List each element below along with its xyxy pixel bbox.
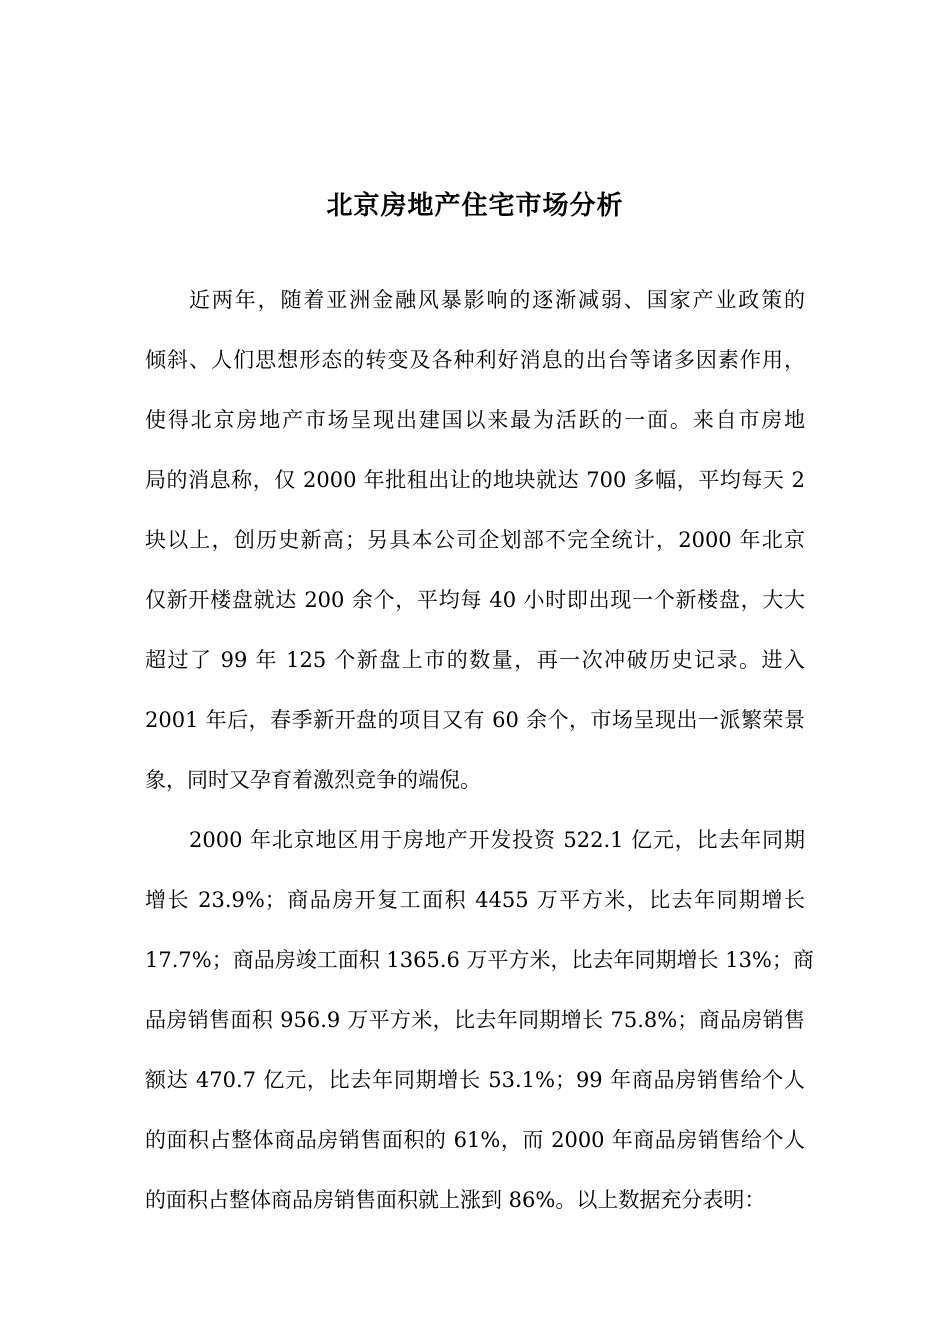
paragraph-1-line-8: 2001 年后，春季新开盘的项目又有 60 余个，市场呈现出一派繁荣景 [145,708,805,732]
paragraph-1-line-3: 使得北京房地产市场呈现出建国以来最为活跃的一面。来自市房地 [145,408,805,432]
paragraph-1-line-2: 倾斜、人们思想形态的转变及各种利好消息的出台等诸多因素作用， [145,348,805,372]
paragraph-2-line-1: 2000 年北京地区用于房地产开发投资 522.1 亿元，比去年同期 [189,828,805,852]
paragraph-1-line-1: 近两年，随着亚洲金融风暴影响的逐渐减弱、国家产业政策的 [189,288,805,312]
paragraph-2-line-2: 增长 23.9%；商品房开复工面积 4455 万平方米，比去年同期增长 [145,888,805,912]
document-body [145,280,814,1240]
document-title: 北京房地产住宅市场分析 [326,191,624,221]
paragraph-1-line-6: 仅新开楼盘就达 200 余个，平均每 40 小时即出现一个新楼盘，大大 [145,588,805,612]
paragraph-2-line-6: 的面积占整体商品房销售面积的 61%，而 2000 年商品房销售给个人 [145,1128,805,1152]
paragraph-1-line-5: 块以上，创历史新高；另具本公司企划部不完全统计，2000 年北京 [145,528,805,552]
paragraph-2-line-7: 的面积占整体商品房销售面积就上涨到 86%。以上数据充分表明： [145,1188,766,1212]
paragraph-2-line-5: 额达 470.7 亿元，比去年同期增长 53.1%；99 年商品房销售给个人 [145,1068,805,1092]
paragraph-2-line-3: 17.7%；商品房竣工面积 1365.6 万平方米，比去年同期增长 13%；商 [145,948,814,972]
paragraph-1-line-7: 超过了 99 年 125 个新盘上市的数量，再一次冲破历史记录。进入 [145,648,805,672]
paragraph-1-line-9: 象，同时又孕育着激烈竞争的端倪。 [145,768,481,792]
paragraph-1-line-4: 局的消息称，仅 2000 年批租出让的地块就达 700 多幅，平均每天 2 [145,468,805,492]
paragraph-2-line-4: 品房销售面积 956.9 万平方米，比去年同期增长 75.8%；商品房销售 [145,1008,805,1032]
